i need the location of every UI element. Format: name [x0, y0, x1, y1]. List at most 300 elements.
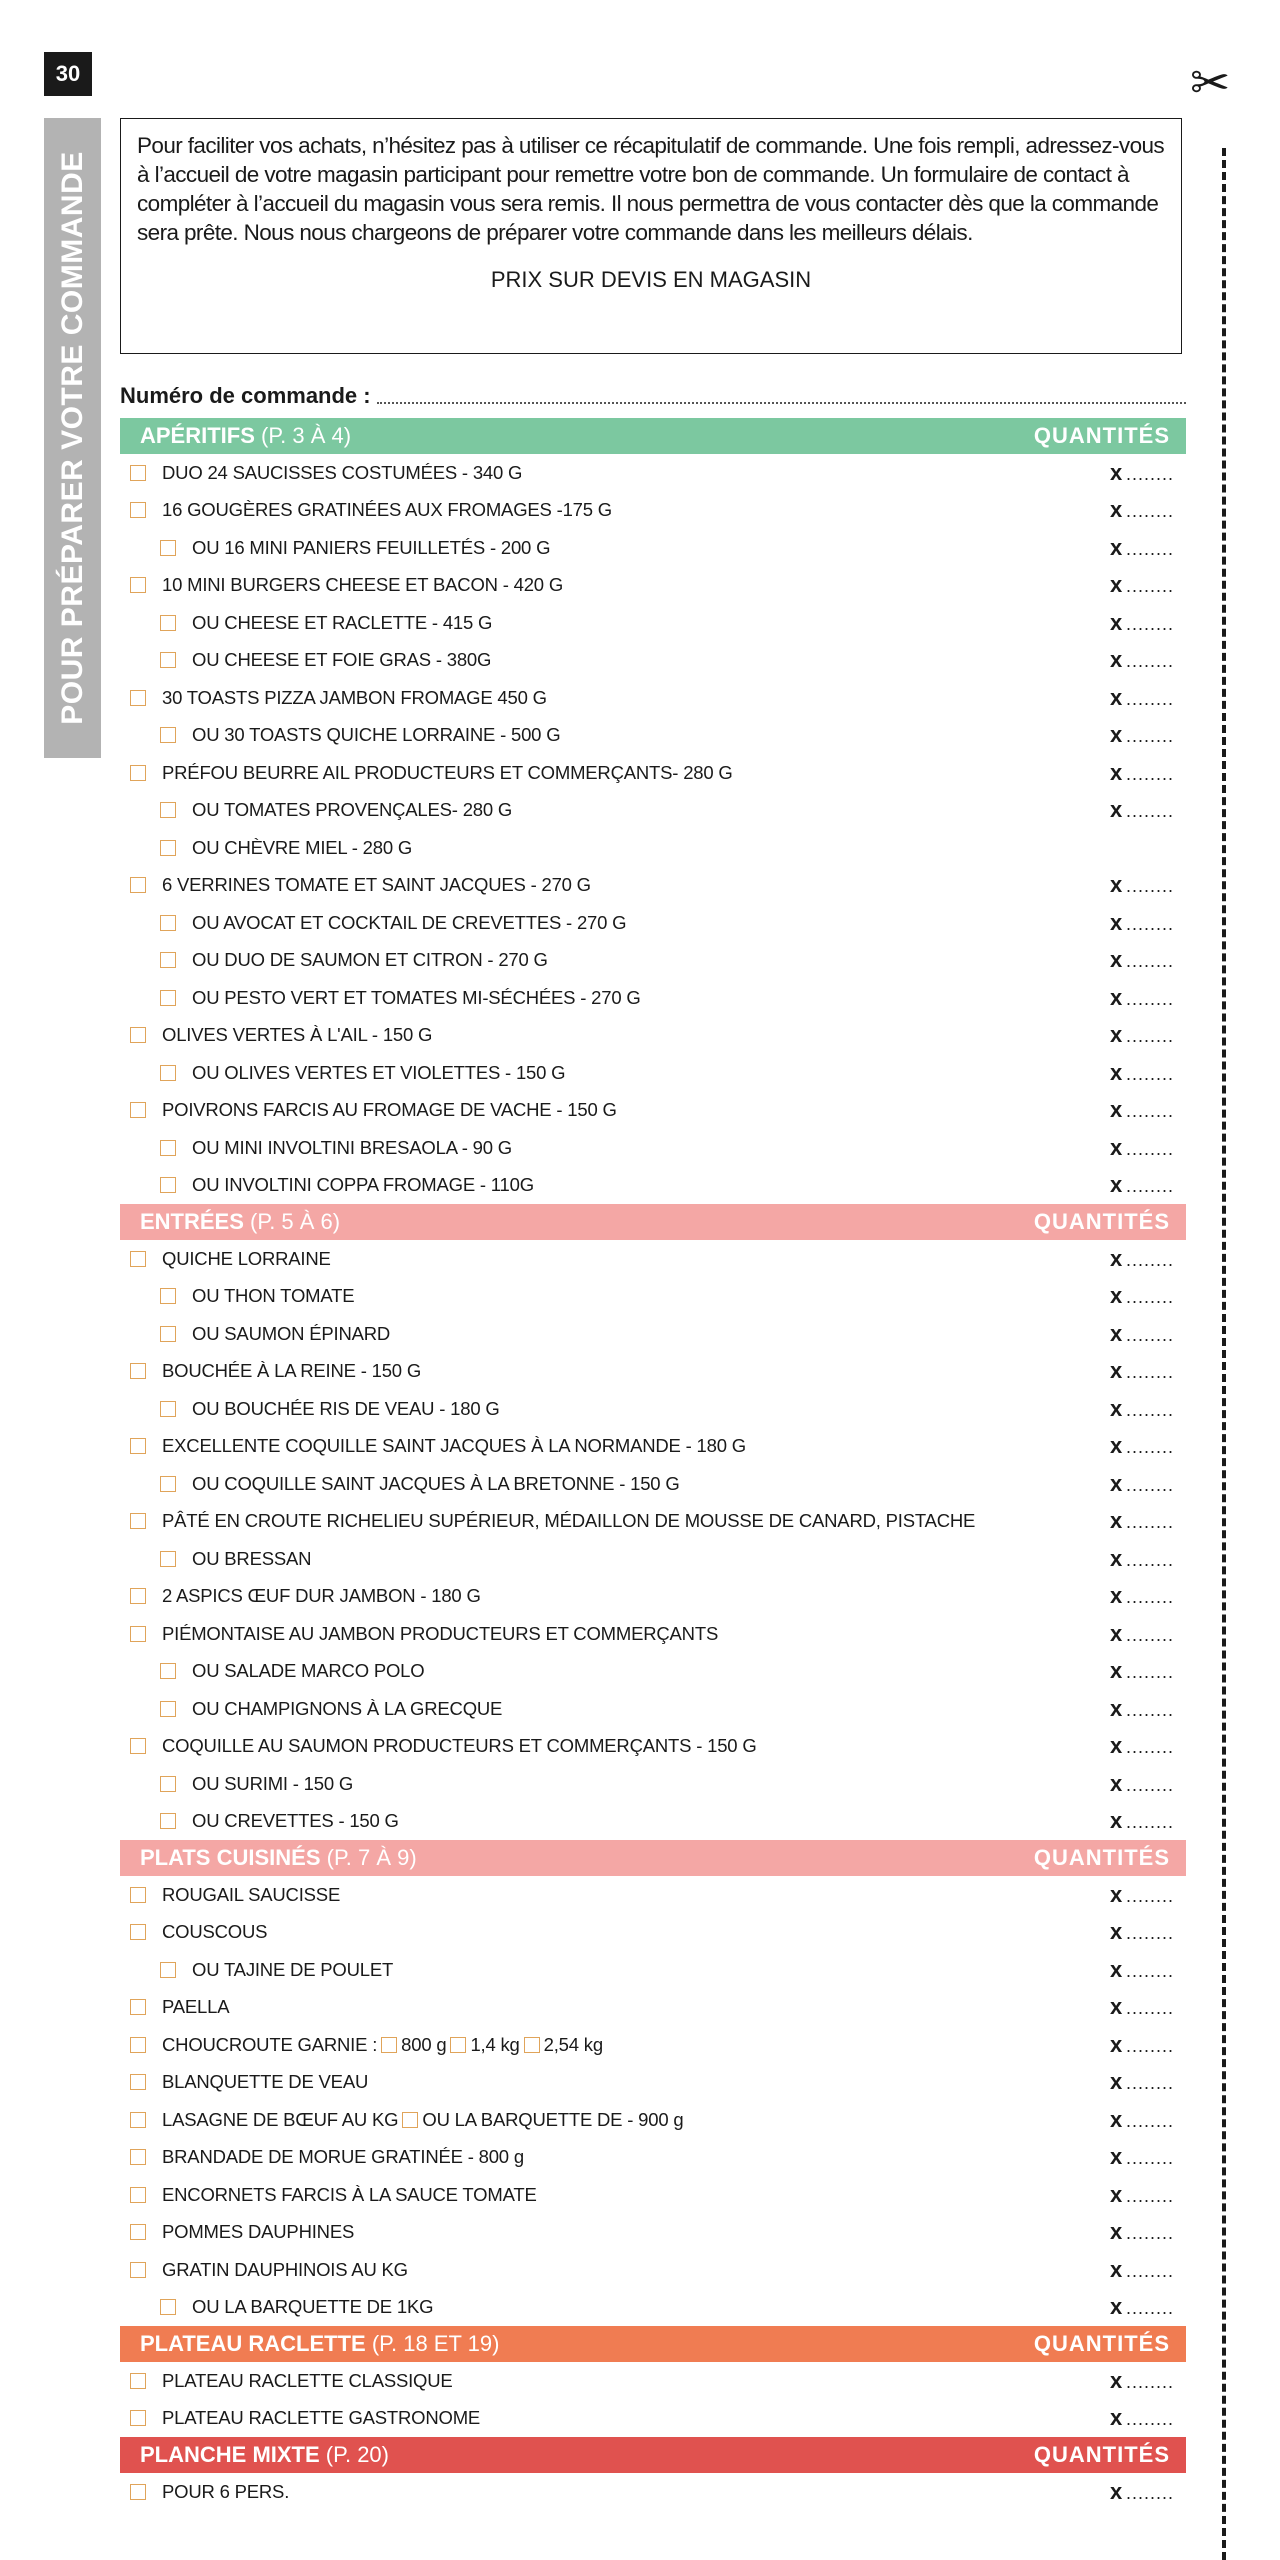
item-checkbox[interactable] — [160, 1663, 176, 1679]
quantity-dots[interactable]: ........ — [1125, 876, 1174, 897]
list-item — [120, 1728, 1186, 1766]
item-label: OU DUO DE SAUMON ET CITRON - 270 G — [192, 949, 548, 971]
quantity-field[interactable] — [1110, 1994, 1174, 2020]
quantity-x: x — [1109, 759, 1122, 785]
quantity-dots[interactable]: ........ — [1125, 1063, 1174, 1084]
quantity-x: x — [1109, 2294, 1122, 2320]
item-label: PLATEAU RACLETTE GASTRONOME — [162, 2407, 481, 2429]
page-number: 30 — [44, 52, 92, 96]
item-label: EXCELLENTE COQUILLE SAINT JACQUES À LA NORMANDE - 180 G — [162, 1435, 746, 1457]
list-item — [120, 942, 1186, 980]
list-item — [120, 1315, 1186, 1353]
item-label: QUICHE LORRAINE — [162, 1247, 331, 1269]
section-pages: (P. 20) — [319, 2442, 389, 2467]
item-checkbox[interactable] — [130, 1027, 146, 1043]
list-item — [120, 1017, 1186, 1055]
quantity-dots[interactable]: ........ — [1125, 1624, 1174, 1645]
list-item — [120, 1240, 1186, 1278]
item-checkbox[interactable] — [160, 1776, 176, 1792]
item-checkbox[interactable] — [160, 1476, 176, 1492]
quantity-field[interactable] — [1110, 1283, 1174, 1309]
section-pages: (P. 7 À 9) — [320, 1845, 417, 1870]
item-label: OU CHEESE ET FOIE GRAS - 380G — [192, 649, 492, 671]
item-checkbox[interactable] — [130, 2074, 146, 2090]
side-tab — [44, 118, 101, 758]
quantity-dots[interactable]: ........ — [1125, 688, 1174, 709]
item-label: OU SURIMI - 150 G — [192, 1772, 354, 1794]
item-label: BLANQUETTE DE VEAU — [162, 2071, 369, 2093]
list-item — [120, 1503, 1186, 1541]
section-title: PLATEAU RACLETTE — [140, 2331, 366, 2356]
item-checkbox[interactable] — [130, 1251, 146, 1267]
quantity-field[interactable] — [1110, 947, 1174, 973]
item-checkbox[interactable] — [160, 1813, 176, 1829]
item-checkbox[interactable] — [130, 465, 146, 481]
list-item — [120, 1092, 1186, 1130]
quantity-dots[interactable]: ........ — [1125, 763, 1174, 784]
item-label: OU CHEESE ET RACLETTE - 415 G — [192, 611, 493, 633]
quantity-x: x — [1109, 1994, 1122, 2020]
quantity-dots[interactable]: ........ — [1125, 1549, 1174, 1570]
quantity-x: x — [1109, 1059, 1122, 1085]
quantity-dots[interactable]: ........ — [1125, 2110, 1174, 2131]
list-item — [120, 2101, 1186, 2139]
quantity-field[interactable] — [1110, 1396, 1174, 1422]
quantity-field[interactable] — [1110, 1433, 1174, 1459]
quantity-field[interactable] — [1110, 2107, 1174, 2133]
item-checkbox[interactable] — [160, 1140, 176, 1156]
item-label: PIÉMONTAISE AU JAMBON PRODUCTEURS ET COMMERÇANTS — [162, 1622, 719, 1644]
item-label: OU CHÈVRE MIEL - 280 G — [192, 836, 413, 858]
quantity-field[interactable] — [1110, 2144, 1174, 2170]
item-checkbox[interactable] — [160, 1551, 176, 1567]
item-label: PRÉFOU BEURRE AIL PRODUCTEURS ET COMMERÇANTS- 280 G — [162, 761, 733, 783]
item-label: POIVRONS FARCIS AU FROMAGE DE VACHE - 150 G — [162, 1099, 617, 1121]
quantity-dots[interactable]: ........ — [1125, 2073, 1174, 2094]
item-checkbox[interactable] — [130, 1513, 146, 1529]
quantity-field[interactable] — [1110, 2257, 1174, 2283]
list-item — [120, 2139, 1186, 2177]
quantity-field[interactable] — [1110, 1658, 1174, 1684]
quantity-dots[interactable]: ........ — [1125, 1923, 1174, 1944]
item-checkbox[interactable] — [160, 1401, 176, 1417]
quantity-x: x — [1109, 1881, 1122, 1907]
quantity-field[interactable] — [1110, 1546, 1174, 1572]
quantity-x: x — [1109, 1283, 1122, 1309]
item-checkbox[interactable] — [130, 1438, 146, 1454]
item-label: OU SALADE MARCO POLO — [192, 1660, 425, 1682]
quantity-dots[interactable]: ........ — [1125, 1249, 1174, 1270]
item-checkbox[interactable] — [130, 1588, 146, 1604]
item-checkbox[interactable] — [160, 840, 176, 856]
quantity-field[interactable] — [1110, 1808, 1174, 1834]
item-label: OU COQUILLE SAINT JACQUES À LA BRETONNE - 150 G — [192, 1472, 680, 1494]
item-label: DUO 24 SAUCISSES COSTUMÉES - 340 G — [162, 461, 523, 483]
item-label: 6 VERRINES TOMATE ET SAINT JACQUES - 270 G — [162, 874, 591, 896]
section-header — [120, 2437, 1186, 2473]
quantity-field[interactable] — [1110, 722, 1174, 748]
quantity-x: x — [1109, 497, 1122, 523]
item-label: OU TAJINE DE POULET — [192, 1958, 394, 1980]
item-checkbox[interactable] — [130, 2410, 146, 2426]
option-checkbox[interactable] — [524, 2037, 540, 2053]
item-checkbox[interactable] — [160, 1326, 176, 1342]
item-checkbox[interactable] — [160, 990, 176, 1006]
quantity-dots[interactable]: ........ — [1125, 2298, 1174, 2319]
quantity-dots[interactable]: ........ — [1125, 726, 1174, 747]
quantity-field[interactable] — [1110, 610, 1174, 636]
item-label: 16 GOUGÈRES GRATINÉES AUX FROMAGES -175 G — [162, 499, 612, 521]
option-checkbox[interactable] — [450, 2037, 466, 2053]
item-checkbox[interactable] — [130, 2149, 146, 2165]
quantity-dots[interactable]: ........ — [1125, 2035, 1174, 2056]
quantity-x: x — [1109, 1508, 1122, 1534]
quantity-x: x — [1109, 1433, 1122, 1459]
quantity-dots[interactable]: ........ — [1125, 1587, 1174, 1608]
quantity-field[interactable] — [1110, 2294, 1174, 2320]
price-note: PRIX SUR DEVIS EN MAGASIN — [490, 267, 812, 292]
list-item — [120, 1278, 1186, 1316]
quantity-x: x — [1109, 2106, 1122, 2132]
quantity-field[interactable] — [1110, 1621, 1174, 1647]
quantity-dots[interactable]: ........ — [1125, 2409, 1174, 2430]
quantity-dots[interactable]: ........ — [1125, 1960, 1174, 1981]
list-item — [120, 1951, 1186, 1989]
quantity-dots[interactable]: ........ — [1125, 1324, 1174, 1345]
quantity-dots[interactable]: ........ — [1125, 1699, 1174, 1720]
list-item — [120, 2473, 1186, 2511]
quantity-field[interactable] — [1110, 1097, 1174, 1123]
list-item — [120, 1578, 1186, 1616]
quantity-field[interactable] — [1110, 2182, 1174, 2208]
quantity-x: x — [1109, 1245, 1122, 1271]
option-checkbox[interactable] — [402, 2112, 418, 2128]
item-checkbox[interactable] — [160, 915, 176, 931]
option-checkbox[interactable] — [381, 2037, 397, 2053]
quantity-x: x — [1109, 534, 1122, 560]
item-checkbox[interactable] — [130, 2187, 146, 2203]
section-qty-header: QUANTITÉS — [1033, 1209, 1170, 1234]
list-item — [120, 979, 1186, 1017]
quantity-field[interactable] — [1110, 797, 1174, 823]
item-label: COQUILLE AU SAUMON PRODUCTEURS ET COMMERÇANTS - 150 G — [162, 1735, 757, 1757]
cut-line — [1222, 148, 1226, 2560]
item-checkbox[interactable] — [130, 690, 146, 706]
section-title-wrap — [140, 423, 351, 449]
quantity-dots[interactable]: ........ — [1125, 538, 1174, 559]
item-label: OU INVOLTINI COPPA FROMAGE - 110G — [192, 1174, 534, 1196]
quantity-x: x — [1109, 1658, 1122, 1684]
list-item — [120, 2289, 1186, 2327]
list-item — [120, 2064, 1186, 2102]
quantity-dots[interactable]: ........ — [1125, 1998, 1174, 2019]
item-label: OU 16 MINI PANIERS FEUILLETÉS - 200 G — [192, 536, 551, 558]
item-label: GRATIN DAUPHINOIS AU KG — [162, 2258, 408, 2280]
order-list — [120, 418, 1186, 2511]
quantity-dots[interactable]: ........ — [1125, 2371, 1174, 2392]
quantity-dots[interactable]: ........ — [1125, 801, 1174, 822]
item-checkbox[interactable] — [160, 652, 176, 668]
quantity-dots[interactable]: ........ — [1125, 1774, 1174, 1795]
quantity-dots[interactable]: ........ — [1125, 1512, 1174, 1533]
quantity-field[interactable] — [1110, 460, 1174, 486]
item-label: OU LA BARQUETTE DE 1KG — [192, 2296, 434, 2318]
quantity-field[interactable] — [1110, 1957, 1174, 1983]
order-number-line[interactable] — [377, 402, 1186, 404]
quantity-x: x — [1109, 1956, 1122, 1982]
section-title: PLATS CUISINÉS — [140, 1845, 321, 1870]
item-label: OU SAUMON ÉPINARD — [192, 1322, 391, 1344]
item-checkbox[interactable] — [130, 2037, 146, 2053]
quantity-field[interactable] — [1110, 1882, 1174, 1908]
quantity-dots[interactable]: ........ — [1125, 1437, 1174, 1458]
list-item — [120, 567, 1186, 605]
item-checkbox[interactable] — [130, 1924, 146, 1940]
list-item — [120, 1765, 1186, 1803]
quantity-field[interactable] — [1110, 1358, 1174, 1384]
item-checkbox[interactable] — [130, 1738, 146, 1754]
quantity-field[interactable] — [1110, 760, 1174, 786]
section-header — [120, 1840, 1186, 1876]
quantity-dots[interactable]: ........ — [1125, 1287, 1174, 1308]
quantity-x: x — [1109, 947, 1122, 973]
list-item — [120, 754, 1186, 792]
quantity-x: x — [1109, 1733, 1122, 1759]
list-item — [120, 642, 1186, 680]
quantity-x: x — [1109, 1172, 1122, 1198]
item-checkbox[interactable] — [160, 1962, 176, 1978]
intro-box — [120, 118, 1182, 354]
list-item — [120, 829, 1186, 867]
item-checkbox[interactable] — [130, 765, 146, 781]
quantity-dots[interactable]: ........ — [1125, 913, 1174, 934]
quantity-dots[interactable]: ........ — [1125, 2223, 1174, 2244]
section-qty-header: QUANTITÉS — [1033, 2331, 1170, 2356]
quantity-field[interactable] — [1110, 1135, 1174, 1161]
quantity-dots[interactable]: ........ — [1125, 1362, 1174, 1383]
quantity-dots[interactable]: ........ — [1125, 2260, 1174, 2281]
quantity-dots[interactable]: ........ — [1125, 1399, 1174, 1420]
item-checkbox[interactable] — [130, 2112, 146, 2128]
quantity-dots[interactable]: ........ — [1125, 1885, 1174, 1906]
item-checkbox[interactable] — [160, 952, 176, 968]
list-item — [120, 1465, 1186, 1503]
order-number-field[interactable] — [120, 373, 1186, 409]
list-item — [120, 1876, 1186, 1914]
quantity-dots[interactable]: ........ — [1125, 1737, 1174, 1758]
quantity-dots[interactable]: ........ — [1125, 1474, 1174, 1495]
quantity-dots[interactable]: ........ — [1125, 1101, 1174, 1122]
quantity-field[interactable] — [1110, 1172, 1174, 1198]
quantity-x: x — [1109, 2144, 1122, 2170]
quantity-x: x — [1109, 2219, 1122, 2245]
list-item — [120, 2176, 1186, 2214]
order-number-label: Numéro de commande : — [120, 383, 371, 408]
section-pages: (P. 3 À 4) — [254, 423, 352, 448]
item-checkbox[interactable] — [160, 727, 176, 743]
item-label: 30 TOASTS PIZZA JAMBON FROMAGE 450 G — [162, 686, 547, 708]
list-item — [120, 1914, 1186, 1952]
quantity-dots[interactable]: ........ — [1125, 2185, 1174, 2206]
section-qty-header: QUANTITÉS — [1033, 1845, 1170, 1870]
item-label: OU AVOCAT ET COCKTAIL DE CREVETTES - 270 G — [192, 911, 627, 933]
quantity-field[interactable] — [1110, 1771, 1174, 1797]
quantity-field[interactable] — [1110, 2069, 1174, 2095]
item-checkbox[interactable] — [160, 1701, 176, 1717]
quantity-x: x — [1109, 572, 1122, 598]
list-item — [120, 492, 1186, 530]
quantity-dots[interactable]: ........ — [1125, 576, 1174, 597]
quantity-field[interactable] — [1110, 1583, 1174, 1609]
quantity-dots[interactable]: ........ — [1125, 1176, 1174, 1197]
quantity-field[interactable] — [1110, 685, 1174, 711]
list-item — [120, 1428, 1186, 1466]
list-item — [120, 2400, 1186, 2438]
quantity-field[interactable] — [1110, 1508, 1174, 1534]
section-header — [120, 418, 1186, 454]
item-checkbox[interactable] — [160, 615, 176, 631]
item-label: POUR 6 PERS. — [162, 2480, 290, 2502]
quantity-field[interactable] — [1110, 2032, 1174, 2058]
quantity-x: x — [1109, 1770, 1122, 1796]
list-item — [120, 867, 1186, 905]
item-checkbox[interactable] — [160, 1177, 176, 1193]
list-item — [120, 2026, 1186, 2064]
section-qty-header: QUANTITÉS — [1033, 423, 1170, 448]
quantity-field[interactable] — [1110, 2479, 1174, 2505]
quantity-field[interactable] — [1110, 872, 1174, 898]
quantity-field[interactable] — [1110, 2405, 1174, 2431]
quantity-dots[interactable]: ........ — [1125, 988, 1174, 1009]
quantity-field[interactable] — [1110, 985, 1174, 1011]
quantity-x: x — [1109, 2181, 1122, 2207]
option-label: 2,54 kg — [543, 2033, 603, 2055]
item-checkbox[interactable] — [130, 2484, 146, 2500]
item-checkbox[interactable] — [160, 540, 176, 556]
quantity-x: x — [1109, 1395, 1122, 1421]
item-checkbox[interactable] — [130, 1102, 146, 1118]
section-header — [120, 1204, 1186, 1240]
quantity-x: x — [1109, 2367, 1122, 2393]
item-label: 10 MINI BURGERS CHEESE ET BACON - 420 G — [162, 574, 564, 596]
quantity-x: x — [1109, 1134, 1122, 1160]
item-label: PÂTÉ EN CROUTE RICHELIEU SUPÉRIEUR, MÉDAILLON DE MOUSSE DE CANARD, PISTACHE — [162, 1510, 976, 1532]
quantity-dots[interactable]: ........ — [1125, 1138, 1174, 1159]
item-label: OU OLIVES VERTES ET VIOLETTES - 150 G — [192, 1061, 566, 1083]
item-label: OU CHAMPIGNONS À LA GRECQUE — [192, 1697, 503, 1719]
quantity-field[interactable] — [1110, 2368, 1174, 2394]
item-checkbox[interactable] — [160, 1065, 176, 1081]
section-pages: (P. 5 À 6) — [243, 1209, 341, 1234]
side-tab-label: POUR PRÉPARER VOTRE COMMANDE — [55, 151, 89, 725]
quantity-field[interactable] — [1110, 1919, 1174, 1945]
quantity-x: x — [1109, 1583, 1122, 1609]
quantity-field[interactable] — [1110, 497, 1174, 523]
quantity-field[interactable] — [1110, 1022, 1174, 1048]
quantity-x: x — [1109, 684, 1122, 710]
item-checkbox[interactable] — [130, 2224, 146, 2240]
quantity-x: x — [1109, 459, 1122, 485]
quantity-x: x — [1109, 1470, 1122, 1496]
quantity-x: x — [1109, 1022, 1122, 1048]
list-item — [120, 792, 1186, 830]
quantity-field[interactable] — [1110, 1733, 1174, 1759]
quantity-x: x — [1109, 1097, 1122, 1123]
item-label: OU PESTO VERT ET TOMATES MI-SÉCHÉES - 270 G — [192, 986, 641, 1008]
quantity-dots[interactable]: ........ — [1125, 2148, 1174, 2169]
list-item — [120, 2251, 1186, 2289]
quantity-dots[interactable]: ........ — [1125, 613, 1174, 634]
item-checkbox[interactable] — [130, 877, 146, 893]
quantity-field[interactable] — [1110, 1246, 1174, 1272]
list-item — [120, 1054, 1186, 1092]
quantity-dots[interactable]: ........ — [1125, 1812, 1174, 1833]
item-checkbox[interactable] — [130, 502, 146, 518]
quantity-x: x — [1109, 2478, 1122, 2504]
item-checkbox[interactable] — [130, 1363, 146, 1379]
item-label: LASAGNE DE BŒUF AU KG — [162, 2108, 399, 2130]
item-label: OLIVES VERTES À L'AIL - 150 G — [162, 1024, 433, 1046]
quantity-dots[interactable]: ........ — [1125, 463, 1174, 484]
item-label: OU THON TOMATE — [192, 1285, 355, 1307]
item-checkbox[interactable] — [130, 1887, 146, 1903]
option-label: OU LA BARQUETTE DE - 900 g — [422, 2108, 684, 2130]
list-item — [120, 2214, 1186, 2252]
quantity-x: x — [1109, 2031, 1122, 2057]
quantity-x: x — [1109, 1545, 1122, 1571]
item-checkbox[interactable] — [160, 1288, 176, 1304]
option-label: 800 g — [401, 2033, 447, 2055]
section-title-wrap — [140, 1209, 340, 1235]
quantity-field[interactable] — [1110, 647, 1174, 673]
quantity-field[interactable] — [1110, 535, 1174, 561]
item-checkbox[interactable] — [130, 2373, 146, 2389]
quantity-dots[interactable]: ........ — [1125, 1026, 1174, 1047]
item-label: PAELLA — [162, 1996, 230, 2018]
quantity-dots[interactable]: ........ — [1125, 651, 1174, 672]
quantity-field[interactable] — [1110, 1471, 1174, 1497]
list-item — [120, 1615, 1186, 1653]
quantity-dots[interactable]: ........ — [1125, 501, 1174, 522]
item-label: 2 ASPICS ŒUF DUR JAMBON - 180 G — [162, 1585, 481, 1607]
quantity-field[interactable] — [1110, 572, 1174, 598]
quantity-field[interactable] — [1110, 1321, 1174, 1347]
list-item — [120, 904, 1186, 942]
item-checkbox[interactable] — [130, 1999, 146, 2015]
section-title-wrap — [140, 2442, 389, 2468]
item-checkbox[interactable] — [160, 2299, 176, 2315]
quantity-dots[interactable]: ........ — [1125, 951, 1174, 972]
quantity-dots[interactable]: ........ — [1125, 2482, 1174, 2503]
section-header — [120, 2326, 1186, 2362]
quantity-field[interactable] — [1110, 1060, 1174, 1086]
item-checkbox[interactable] — [130, 1626, 146, 1642]
quantity-field[interactable] — [1110, 910, 1174, 936]
quantity-x: x — [1109, 984, 1122, 1010]
item-label: CHOUCROUTE GARNIE : — [162, 2033, 378, 2055]
item-checkbox[interactable] — [160, 802, 176, 818]
quantity-field[interactable] — [1110, 1696, 1174, 1722]
intro-text: Pour faciliter vos achats, n’hésitez pas à utiliser ce récapitulatif de commande. Une fois rempli, adressez-vous à l’accueil de votre magasin participant pour remettre votre bon de commande. Un formulaire de contact à compléter à l’accueil du magasin vous sera remis. Il nous permettra de vous contacter dès que la commande sera prête. Nous nous chargeons de préparer votre commande dans les meilleurs délais. — [137, 133, 1165, 245]
item-checkbox[interactable] — [130, 577, 146, 593]
item-checkbox[interactable] — [130, 2262, 146, 2278]
item-label: BOUCHÉE À LA REINE - 150 G — [162, 1360, 422, 1382]
quantity-field[interactable] — [1110, 2219, 1174, 2245]
item-label: POMMES DAUPHINES — [162, 2221, 355, 2243]
list-item — [120, 1390, 1186, 1428]
list-item — [120, 2362, 1186, 2400]
quantity-dots[interactable]: ........ — [1125, 1662, 1174, 1683]
